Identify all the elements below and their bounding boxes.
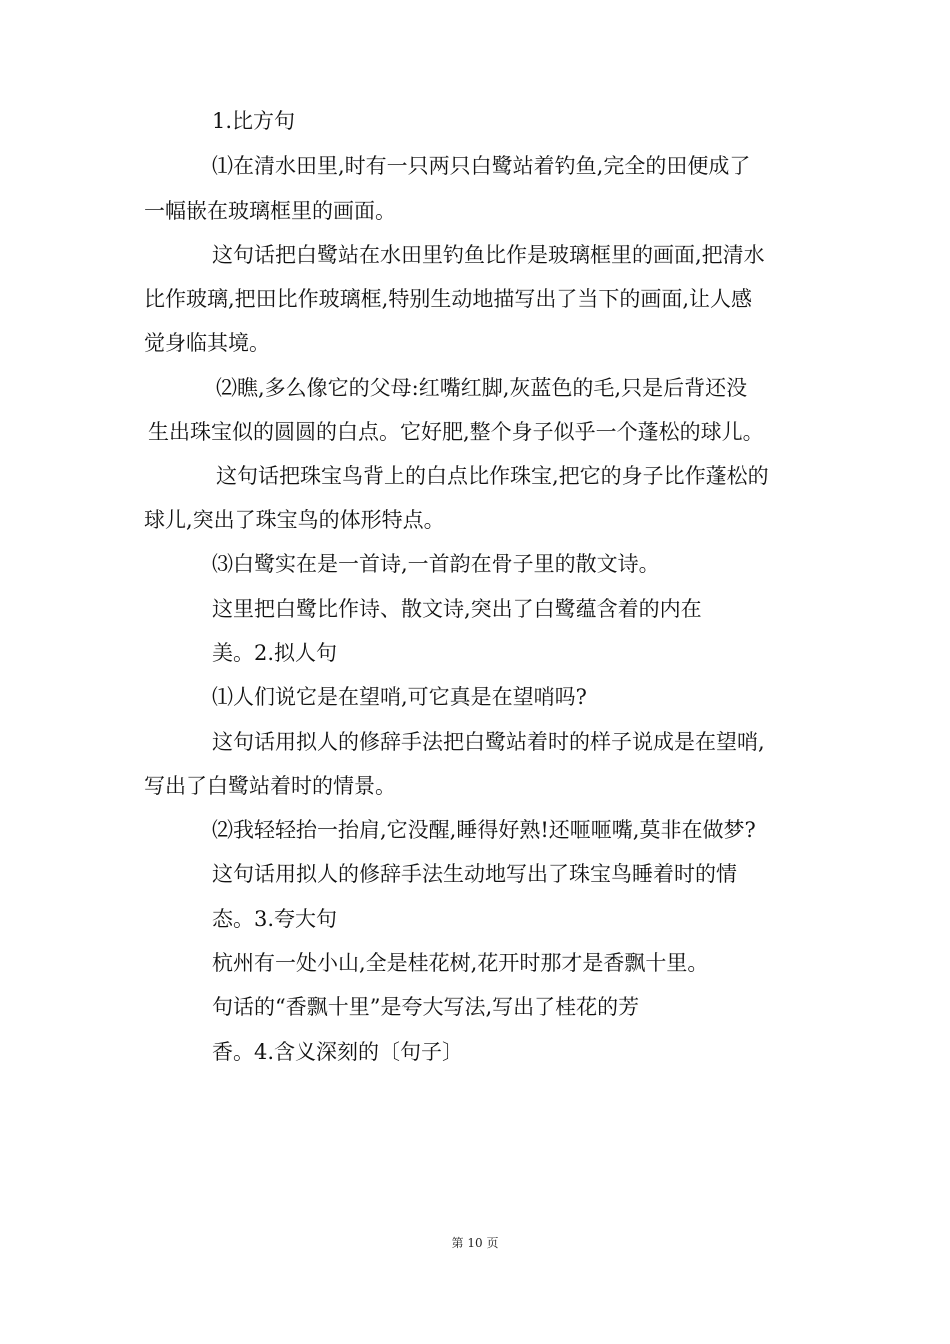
paragraph-line: 比作玻璃,把田比作玻璃框,特别生动地描写出了当下的画面,让人感 bbox=[144, 287, 753, 311]
paragraph-line: 球儿,突出了珠宝鸟的体形特点。 bbox=[144, 508, 445, 532]
paragraph-line: ⑵我轻轻抬一抬肩,它没醒,睡得好熟!还咂咂嘴,莫非在做梦? bbox=[212, 818, 756, 842]
heading-personification: 美。2.拟人句 bbox=[212, 641, 338, 665]
paragraph-line: 这句话用拟人的修辞手法把白鹭站着时的样子说成是在望哨, bbox=[212, 730, 765, 754]
paragraph-line: 这里把白鹭比作诗、散文诗,突出了白鹭蕴含着的内在 bbox=[212, 597, 702, 621]
heading-meaningful-sentences: 香。4.含义深刻的〔句子〕 bbox=[212, 1040, 464, 1064]
paragraph-line: 句话的“香飘十里”是夸大写法,写出了桂花的芳 bbox=[212, 995, 640, 1019]
page-number: 第 10 页 bbox=[451, 1236, 499, 1250]
paragraph-line: 这句话把白鹭站在水田里钓鱼比作是玻璃框里的画面,把清水 bbox=[212, 243, 765, 267]
heading-simile: 1.比方句 bbox=[212, 109, 296, 133]
paragraph-line: ⑵瞧,多么像它的父母:红嘴红脚,灰蓝色的毛,只是后背还没 bbox=[216, 376, 748, 400]
paragraph-line: ⑴人们说它是在望哨,可它真是在望哨吗? bbox=[212, 685, 587, 709]
paragraph-line: ⑶白鹭实在是一首诗,一首韵在骨子里的散文诗。 bbox=[212, 552, 660, 576]
paragraph-line: 这句话用拟人的修辞手法生动地写出了珠宝鸟睡着时的情 bbox=[212, 862, 737, 886]
paragraph-line: ⑴在清水田里,时有一只两只白鹭站着钓鱼,完全的田便成了 bbox=[212, 154, 751, 178]
paragraph-line: 一幅嵌在玻璃框里的画面。 bbox=[144, 199, 396, 223]
paragraph-line: 写出了白鹭站着时的情景。 bbox=[144, 774, 396, 798]
paragraph-line: 觉身临其境。 bbox=[144, 331, 270, 355]
paragraph-line: 杭州有一处小山,全是桂花树,花开时那才是香飘十里。 bbox=[212, 951, 709, 975]
paragraph-line: 生出珠宝似的圆圆的白点。它好肥,整个身子似乎一个蓬松的球儿。 bbox=[148, 420, 764, 444]
paragraph-line: 这句话把珠宝鸟背上的白点比作珠宝,把它的身子比作蓬松的 bbox=[216, 464, 769, 488]
heading-hyperbole: 态。3.夸大句 bbox=[212, 907, 338, 931]
